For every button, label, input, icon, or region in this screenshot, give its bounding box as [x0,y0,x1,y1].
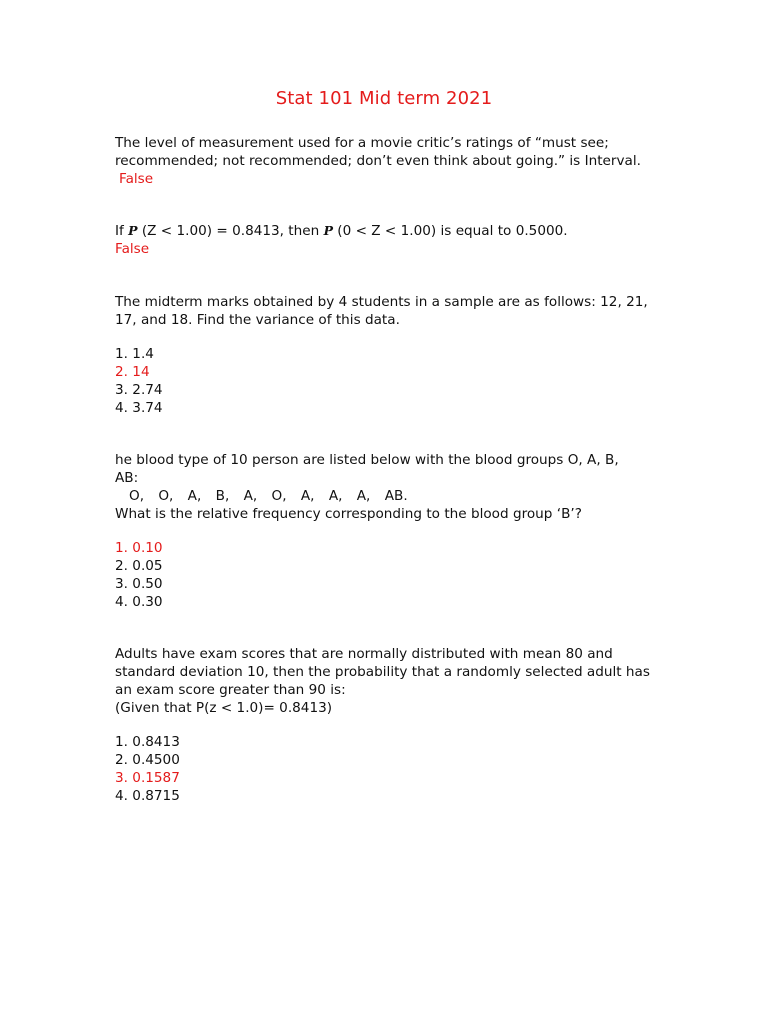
question-2 [115,222,655,258]
question-5-options [115,733,655,805]
page-title: Stat 101 Mid term 2021 [275,88,493,109]
option-3: 3. 0.50 [115,576,163,592]
question-1-line-1: The level of measurement used for a movie critic’s ratings of “must see; [115,135,609,151]
question-1-answer: False [119,171,154,187]
question-4 [115,451,655,523]
option-4: 4. 3.74 [115,400,163,416]
option-4: 4. 0.8715 [115,788,180,804]
option-3: 3. 2.74 [115,382,163,398]
question-3-line-1: The midterm marks obtained by 4 students in a sample are as follows: 12, 21, [115,294,648,310]
option-3-correct: 3. 0.1587 [115,770,180,786]
question-1 [115,134,655,188]
question-5-line-3: an exam score greater than 90 is: [115,682,346,698]
question-5-line-2: standard deviation 10, then the probability that a randomly selected adult has [115,664,650,680]
question-4-line-1: he blood type of 10 person are listed below with the blood groups O, A, B, [115,452,619,468]
question-4-options [115,539,655,611]
option-1: 1. 1.4 [115,346,154,362]
question-3-line-2: 17, and 18. Find the variance of this data. [115,312,400,328]
question-3-options [115,345,655,417]
question-2-text-c: (0 < Z < 1.00) is equal to 0.5000. [332,223,568,239]
probability-symbol: P [323,223,333,238]
option-1: 1. 0.8413 [115,734,180,750]
question-2-statement [115,222,655,240]
option-1-correct: 1. 0.10 [115,540,163,556]
question-3 [115,293,655,329]
question-2-text-a: If [115,223,129,239]
probability-symbol: P [128,223,138,238]
question-5 [115,645,655,717]
blood-group-list: O, O, A, B, A, O, A, A, A, AB. [129,488,408,504]
question-4-line-4: What is the relative frequency corresponding to the blood group ‘B’? [115,506,582,522]
question-1-line-2: recommended; not recommended; don’t even think about going.” is Interval. [115,153,641,169]
question-5-line-1: Adults have exam scores that are normally distributed with mean 80 and [115,646,613,662]
option-2: 2. 0.4500 [115,752,180,768]
option-2: 2. 0.05 [115,558,163,574]
option-2-correct: 2. 14 [115,364,150,380]
option-4: 4. 0.30 [115,594,163,610]
question-4-line-2: AB: [115,470,139,486]
question-5-line-4: (Given that P(z < 1.0)= 0.8413) [115,700,333,716]
question-2-text-b: (Z < 1.00) = 0.8413, then [137,223,324,239]
question-2-answer: False [115,241,150,257]
